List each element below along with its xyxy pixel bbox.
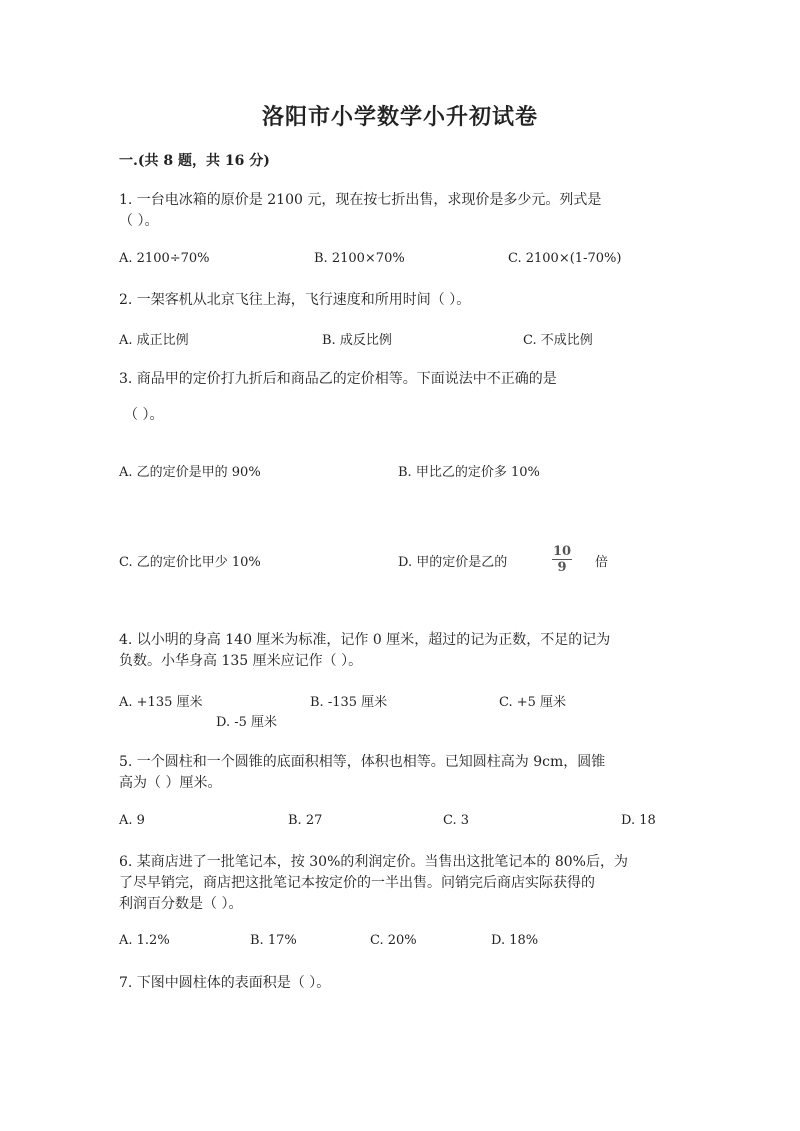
option-c[interactable]: C. +5 厘米 — [499, 695, 567, 710]
option-d-suffix: 倍 — [595, 555, 609, 570]
fraction-ten-ninths — [552, 544, 572, 575]
option-b[interactable]: B. 17% — [250, 933, 297, 948]
option-a[interactable]: A. 2100÷70% — [119, 251, 210, 266]
option-b[interactable]: B. 甲比乙的定价多 10% — [398, 465, 540, 480]
option-c[interactable]: C. 乙的定价比甲少 10% — [119, 555, 261, 570]
option-d[interactable]: D. 18 — [621, 813, 656, 828]
question-text: 高为（ ）厘米。 — [119, 775, 222, 791]
page-title: 洛阳市小学数学小升初试卷 — [261, 104, 538, 130]
option-c[interactable]: C. 不成比例 — [523, 333, 593, 348]
option-a[interactable]: A. 1.2% — [119, 933, 170, 948]
question-text: 1. 一台电冰箱的原价是 2100 元，现在按七折出售，求现价是多少元。列式是 — [119, 192, 602, 208]
question-text: （ ）。 — [119, 213, 159, 229]
option-a[interactable]: A. 9 — [119, 813, 145, 828]
question-text: 2. 一架客机从北京飞往上海，飞行速度和所用时间（ ）。 — [119, 292, 471, 308]
question-text: 5. 一个圆柱和一个圆锥的底面积相等，体积也相等。已知圆柱高为 9cm，圆锥 — [119, 754, 606, 770]
question-text: 3. 商品甲的定价打九折后和商品乙的定价相等。下面说法中不正确的是 — [119, 371, 557, 387]
question-text: 7. 下图中圆柱体的表面积是（ ）。 — [119, 975, 331, 991]
question-text: 利润百分数是（ ）。 — [119, 896, 243, 912]
option-a[interactable]: A. 成正比例 — [119, 333, 189, 348]
option-b[interactable]: B. 27 — [288, 813, 323, 828]
option-d[interactable]: D. 甲的定价是乙的 — [398, 555, 508, 570]
question-text: （ ）。 — [124, 407, 164, 423]
section-heading: 一.(共 8 题，共 16 分) — [119, 153, 270, 169]
option-b[interactable]: B. 2100×70% — [314, 251, 405, 266]
option-b[interactable]: B. -135 厘米 — [310, 695, 388, 710]
question-text: 了尽早销完，商店把这批笔记本按定价的一半出售。问销完后商店实际获得的 — [119, 875, 595, 891]
option-c[interactable]: C. 3 — [443, 813, 470, 828]
option-d[interactable]: D. -5 厘米 — [216, 715, 278, 730]
fraction-denominator: 9 — [557, 560, 567, 575]
question-text: 6. 某商店进了一批笔记本，按 30%的利润定价。当售出这批笔记本的 80%后，为 — [119, 854, 628, 870]
option-c[interactable]: C. 20% — [370, 933, 417, 948]
option-a[interactable]: A. +135 厘米 — [119, 695, 203, 710]
option-b[interactable]: B. 成反比例 — [322, 333, 392, 348]
fraction-numerator: 10 — [553, 544, 572, 559]
option-d[interactable]: D. 18% — [491, 933, 539, 948]
option-a[interactable]: A. 乙的定价是甲的 90% — [119, 465, 261, 480]
option-c[interactable]: C. 2100×(1-70%) — [508, 251, 622, 266]
question-text: 4. 以小明的身高 140 厘米为标准，记作 0 厘米，超过的记为正数，不足的记为 — [119, 632, 611, 648]
question-text: 负数。小华身高 135 厘米应记作（ ）。 — [119, 653, 363, 669]
